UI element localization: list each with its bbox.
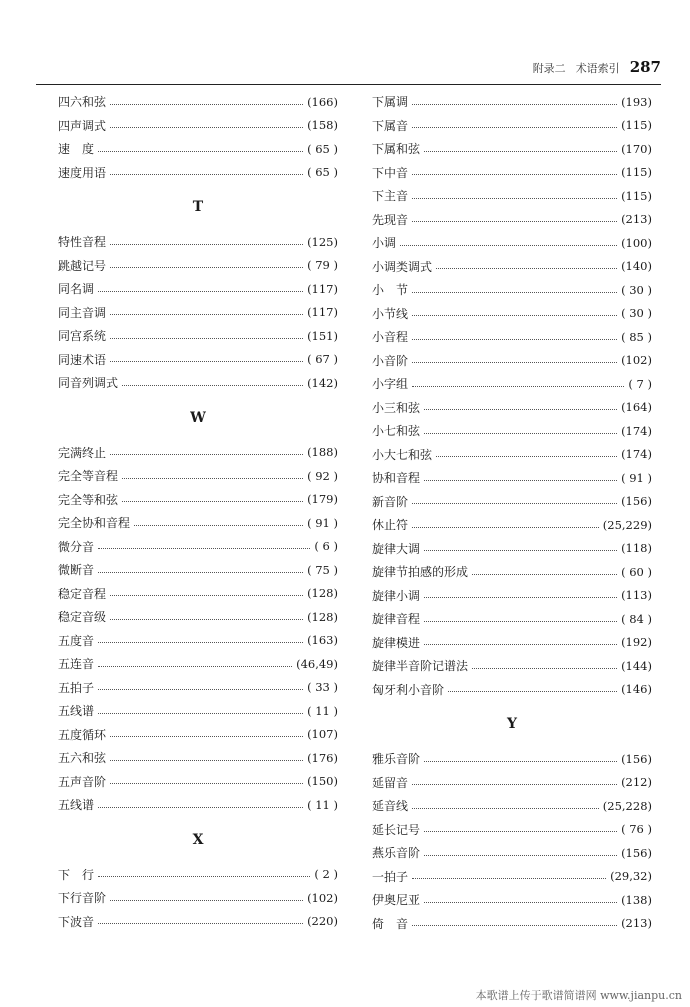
page-reference: ( 79 ) bbox=[307, 258, 338, 273]
page-reference: (164) bbox=[621, 400, 652, 415]
index-entry bbox=[58, 886, 338, 910]
dot-leader bbox=[412, 197, 617, 199]
index-entry bbox=[372, 208, 652, 232]
page-reference: (192) bbox=[621, 635, 652, 650]
index-term: 旋律音程 bbox=[372, 612, 421, 627]
index-entry bbox=[372, 678, 652, 702]
page-reference: (140) bbox=[621, 259, 652, 274]
dot-leader bbox=[412, 526, 599, 528]
index-term: 速 度 bbox=[58, 142, 95, 157]
page-reference: ( 33 ) bbox=[307, 680, 338, 695]
page-reference: ( 11 ) bbox=[307, 797, 338, 812]
index-term: 微分音 bbox=[58, 539, 95, 554]
index-entry bbox=[372, 912, 652, 936]
page-reference: (125) bbox=[307, 234, 338, 249]
section-letter: X bbox=[192, 831, 204, 848]
index-entry bbox=[58, 114, 338, 138]
page-reference: (29,32) bbox=[610, 869, 652, 884]
dot-leader bbox=[122, 500, 303, 502]
dot-leader bbox=[110, 243, 303, 245]
index-term: 五度循环 bbox=[58, 727, 107, 742]
index-entry bbox=[58, 371, 338, 395]
dot-leader bbox=[436, 455, 617, 457]
index-term: 下属和弦 bbox=[372, 142, 421, 157]
index-entry bbox=[372, 607, 652, 631]
dot-leader bbox=[424, 830, 617, 832]
dot-leader bbox=[98, 875, 310, 877]
index-term: 燕乐音阶 bbox=[372, 846, 421, 861]
section-letter: T bbox=[192, 199, 204, 215]
dot-leader bbox=[424, 549, 617, 551]
index-entry bbox=[372, 161, 652, 185]
page-reference: (142) bbox=[307, 375, 338, 390]
dot-leader bbox=[110, 782, 303, 784]
index-entry bbox=[372, 560, 652, 584]
dot-leader bbox=[472, 667, 617, 669]
index-entry bbox=[372, 747, 652, 771]
page-reference: (138) bbox=[621, 892, 652, 907]
index-entry bbox=[58, 90, 338, 114]
dot-leader bbox=[110, 103, 303, 105]
dot-leader bbox=[122, 477, 303, 479]
index-term: 同速术语 bbox=[58, 352, 107, 367]
index-term: 下行音阶 bbox=[58, 891, 107, 906]
dot-leader bbox=[110, 759, 303, 761]
index-entry bbox=[58, 488, 338, 512]
index-term: 下中音 bbox=[372, 165, 409, 180]
page-reference: (144) bbox=[621, 658, 652, 673]
header-section: 附录二 bbox=[532, 62, 566, 75]
page-reference: (188) bbox=[307, 445, 338, 460]
index-entry bbox=[372, 419, 652, 443]
index-entry bbox=[372, 513, 652, 537]
index-entry bbox=[372, 137, 652, 161]
index-term: 雅乐音阶 bbox=[372, 752, 421, 767]
page-reference: ( 91 ) bbox=[621, 470, 652, 485]
dot-leader bbox=[424, 596, 617, 598]
page-reference: (212) bbox=[621, 775, 652, 790]
dot-leader bbox=[448, 690, 617, 692]
page-reference: (102) bbox=[621, 353, 652, 368]
page-reference: (179) bbox=[307, 492, 338, 507]
index-term: 同音列调式 bbox=[58, 376, 119, 391]
page-reference: (156) bbox=[621, 845, 652, 860]
dot-leader bbox=[110, 313, 303, 315]
page-reference: (128) bbox=[307, 586, 338, 601]
index-entry bbox=[372, 466, 652, 490]
dot-leader bbox=[412, 502, 617, 504]
index-entry bbox=[372, 490, 652, 514]
index-term: 五拍子 bbox=[58, 680, 95, 695]
page-reference: ( 30 ) bbox=[621, 282, 652, 297]
index-term: 五六和弦 bbox=[58, 751, 107, 766]
index-entry bbox=[372, 654, 652, 678]
index-term: 小七和弦 bbox=[372, 424, 421, 439]
index-entry bbox=[372, 888, 652, 912]
index-entry bbox=[58, 605, 338, 629]
index-entry bbox=[58, 793, 338, 817]
index-term: 下主音 bbox=[372, 189, 409, 204]
index-entry bbox=[372, 537, 652, 561]
index-term: 旋律小调 bbox=[372, 588, 421, 603]
page-reference: (158) bbox=[307, 118, 338, 133]
index-entry bbox=[58, 723, 338, 747]
index-entry bbox=[372, 771, 652, 795]
index-entry bbox=[372, 349, 652, 373]
index-term: 四六和弦 bbox=[58, 95, 107, 110]
index-term: 四声调式 bbox=[58, 118, 107, 133]
index-term: 旋律半音阶记谱法 bbox=[372, 659, 469, 674]
index-term: 休止符 bbox=[372, 518, 409, 533]
index-term: 小字组 bbox=[372, 377, 409, 392]
dot-leader bbox=[472, 573, 617, 575]
dot-leader bbox=[98, 571, 303, 573]
index-entry bbox=[372, 794, 652, 818]
page-reference: (220) bbox=[307, 914, 338, 929]
index-column-left bbox=[58, 90, 338, 933]
page-reference: (25,228) bbox=[602, 798, 652, 813]
index-entry bbox=[58, 254, 338, 278]
index-term: 稳定音级 bbox=[58, 610, 107, 625]
dot-leader bbox=[98, 806, 303, 808]
index-term: 完全等音程 bbox=[58, 469, 119, 484]
dot-leader bbox=[424, 408, 617, 410]
page-reference: (170) bbox=[621, 141, 652, 156]
index-entry bbox=[58, 535, 338, 559]
index-term: 下波音 bbox=[58, 914, 95, 929]
index-term: 旋律大调 bbox=[372, 541, 421, 556]
page-reference: (166) bbox=[307, 94, 338, 109]
index-term: 下 行 bbox=[58, 867, 95, 882]
index-term: 特性音程 bbox=[58, 235, 107, 250]
index-term: 五线谱 bbox=[58, 798, 95, 813]
index-term: 同主音调 bbox=[58, 305, 107, 320]
index-entry bbox=[58, 161, 338, 185]
index-term: 跳越记号 bbox=[58, 258, 107, 273]
dot-leader bbox=[98, 665, 292, 667]
dot-leader bbox=[98, 922, 303, 924]
dot-leader bbox=[110, 266, 303, 268]
index-entry bbox=[58, 652, 338, 676]
page-reference: ( 65 ) bbox=[307, 165, 338, 180]
page-reference: (115) bbox=[621, 188, 652, 203]
index-term: 先现音 bbox=[372, 212, 409, 227]
index-entry bbox=[58, 230, 338, 254]
dot-leader bbox=[110, 337, 303, 339]
watermark: 本歌谱上传于歌谱简谱网 www.jianpu.cn bbox=[475, 989, 682, 1002]
page-reference: (146) bbox=[621, 682, 652, 697]
header-text bbox=[533, 58, 661, 76]
page-reference: ( 6 ) bbox=[314, 539, 338, 554]
dot-leader bbox=[122, 384, 303, 386]
dot-leader bbox=[412, 220, 617, 222]
index-term: 延留音 bbox=[372, 775, 409, 790]
index-term: 小音程 bbox=[372, 330, 409, 345]
index-term: 五声音阶 bbox=[58, 774, 107, 789]
page-reference: ( 76 ) bbox=[621, 822, 652, 837]
page-reference: ( 84 ) bbox=[621, 611, 652, 626]
index-term: 延长记号 bbox=[372, 822, 421, 837]
page-reference: (117) bbox=[307, 281, 338, 296]
index-entry bbox=[58, 301, 338, 325]
dot-leader bbox=[412, 877, 606, 879]
page-reference: (25,229) bbox=[602, 517, 652, 532]
index-term: 小调 bbox=[372, 236, 397, 251]
index-entry bbox=[58, 910, 338, 934]
section-letter: W bbox=[190, 409, 206, 426]
dot-leader bbox=[424, 479, 617, 481]
index-term: 小三和弦 bbox=[372, 400, 421, 415]
dot-leader bbox=[424, 854, 617, 856]
dot-leader bbox=[412, 385, 624, 387]
index-term: 完满终止 bbox=[58, 445, 107, 460]
dot-leader bbox=[412, 924, 617, 926]
page-reference: (46,49) bbox=[296, 656, 338, 671]
page-reference: ( 7 ) bbox=[628, 376, 652, 391]
page-reference: (174) bbox=[621, 423, 652, 438]
dot-leader bbox=[424, 620, 617, 622]
index-term: 同宫系统 bbox=[58, 329, 107, 344]
page-reference: (102) bbox=[307, 890, 338, 905]
page-reference: (156) bbox=[621, 494, 652, 509]
index-term: 延音线 bbox=[372, 799, 409, 814]
dot-leader bbox=[424, 150, 617, 152]
index-column-right bbox=[372, 90, 652, 935]
index-term: 五线谱 bbox=[58, 704, 95, 719]
dot-leader bbox=[412, 361, 617, 363]
index-entry bbox=[58, 699, 338, 723]
page-reference: (176) bbox=[307, 750, 338, 765]
index-entry bbox=[372, 372, 652, 396]
index-term: 匈牙利小音阶 bbox=[372, 682, 445, 697]
dot-leader bbox=[436, 267, 617, 269]
index-entry bbox=[372, 255, 652, 279]
index-term: 协和音程 bbox=[372, 471, 421, 486]
index-term: 倚 音 bbox=[372, 916, 409, 931]
index-entry bbox=[372, 184, 652, 208]
section-letter: Y bbox=[507, 716, 517, 732]
page-reference: (151) bbox=[307, 328, 338, 343]
index-term: 伊奥尼亚 bbox=[372, 893, 421, 908]
index-entry bbox=[372, 631, 652, 655]
index-term: 小大七和弦 bbox=[372, 447, 433, 462]
page-reference: (115) bbox=[621, 165, 652, 180]
index-term: 稳定音程 bbox=[58, 586, 107, 601]
index-entry bbox=[372, 302, 652, 326]
page-reference: (107) bbox=[307, 727, 338, 742]
dot-leader bbox=[412, 103, 617, 105]
index-term: 小 节 bbox=[372, 283, 409, 298]
page-reference: (118) bbox=[621, 541, 652, 556]
index-term: 微断音 bbox=[58, 563, 95, 578]
index-term: 下属调 bbox=[372, 95, 409, 110]
page-reference: ( 85 ) bbox=[621, 329, 652, 344]
dot-leader bbox=[98, 688, 303, 690]
index-entry bbox=[372, 841, 652, 865]
dot-leader bbox=[412, 314, 617, 316]
dot-leader bbox=[412, 173, 617, 175]
page-reference: ( 30 ) bbox=[621, 306, 652, 321]
index-term: 小音阶 bbox=[372, 353, 409, 368]
dot-leader bbox=[400, 244, 617, 246]
page-reference: (113) bbox=[621, 588, 652, 603]
index-entry bbox=[58, 629, 338, 653]
index-term: 小节线 bbox=[372, 306, 409, 321]
index-entry bbox=[372, 90, 652, 114]
page-reference: ( 91 ) bbox=[307, 515, 338, 530]
index-entry bbox=[372, 114, 652, 138]
dot-leader bbox=[412, 291, 617, 293]
dot-leader bbox=[110, 126, 303, 128]
dot-leader bbox=[424, 901, 617, 903]
dot-leader bbox=[98, 641, 303, 643]
dot-leader bbox=[110, 360, 303, 362]
page-reference: (128) bbox=[307, 609, 338, 624]
index-term: 一拍子 bbox=[372, 869, 409, 884]
index-entry bbox=[58, 441, 338, 465]
page-reference: ( 67 ) bbox=[307, 352, 338, 367]
index-entry bbox=[372, 325, 652, 349]
dot-leader bbox=[424, 760, 617, 762]
index-entry bbox=[58, 137, 338, 161]
page-number: 287 bbox=[629, 58, 661, 76]
index-term: 五度音 bbox=[58, 633, 95, 648]
page-reference: ( 92 ) bbox=[307, 468, 338, 483]
index-term: 完全协和音程 bbox=[58, 516, 131, 531]
dot-leader bbox=[98, 712, 303, 714]
index-entry bbox=[58, 277, 338, 301]
index-entry bbox=[58, 582, 338, 606]
index-entry bbox=[58, 746, 338, 770]
dot-leader bbox=[110, 173, 303, 175]
index-term: 下属音 bbox=[372, 118, 409, 133]
index-entry bbox=[372, 865, 652, 889]
index-entry bbox=[372, 818, 652, 842]
dot-leader bbox=[424, 643, 617, 645]
page-reference: ( 11 ) bbox=[307, 703, 338, 718]
page-reference: (115) bbox=[621, 118, 652, 133]
page-reference: ( 60 ) bbox=[621, 564, 652, 579]
index-entry bbox=[372, 443, 652, 467]
index-term: 旋律模进 bbox=[372, 635, 421, 650]
page-reference: ( 65 ) bbox=[307, 141, 338, 156]
index-entry bbox=[58, 770, 338, 794]
index-entry bbox=[372, 584, 652, 608]
index-term: 新音阶 bbox=[372, 494, 409, 509]
index-term: 完全等和弦 bbox=[58, 492, 119, 507]
dot-leader bbox=[134, 524, 303, 526]
page-reference: (156) bbox=[621, 751, 652, 766]
dot-leader bbox=[110, 594, 303, 596]
index-term: 速度用语 bbox=[58, 165, 107, 180]
page-reference: ( 2 ) bbox=[314, 867, 338, 882]
dot-leader bbox=[98, 290, 303, 292]
dot-leader bbox=[98, 150, 303, 152]
dot-leader bbox=[412, 338, 617, 340]
header-title: 术语索引 bbox=[575, 62, 620, 75]
index-entry bbox=[58, 464, 338, 488]
page-reference: (117) bbox=[307, 305, 338, 320]
page-reference: (213) bbox=[621, 212, 652, 227]
page-reference: (150) bbox=[307, 774, 338, 789]
index-term: 五连音 bbox=[58, 657, 95, 672]
index-entry bbox=[372, 278, 652, 302]
dot-leader bbox=[110, 453, 303, 455]
index-term: 同名调 bbox=[58, 282, 95, 297]
index-entry bbox=[372, 231, 652, 255]
index-entry bbox=[372, 396, 652, 420]
page-reference: (163) bbox=[307, 633, 338, 648]
dot-leader bbox=[412, 126, 617, 128]
dot-leader bbox=[110, 618, 303, 620]
index-entry bbox=[58, 676, 338, 700]
dot-leader bbox=[110, 735, 303, 737]
index-term: 旋律节拍感的形成 bbox=[372, 565, 469, 580]
dot-leader bbox=[110, 899, 303, 901]
dot-leader bbox=[412, 783, 617, 785]
page-reference: (213) bbox=[621, 916, 652, 931]
dot-leader bbox=[424, 432, 617, 434]
index-entry bbox=[58, 863, 338, 887]
index-entry bbox=[58, 348, 338, 372]
index-entry bbox=[58, 558, 338, 582]
running-header bbox=[36, 56, 661, 85]
page-reference: ( 75 ) bbox=[307, 562, 338, 577]
dot-leader bbox=[98, 547, 310, 549]
index-term: 小调类调式 bbox=[372, 259, 433, 274]
page-reference: (100) bbox=[621, 235, 652, 250]
page-reference: (174) bbox=[621, 447, 652, 462]
page-reference: (193) bbox=[621, 94, 652, 109]
dot-leader bbox=[412, 807, 599, 809]
index-entry bbox=[58, 324, 338, 348]
index-entry bbox=[58, 511, 338, 535]
